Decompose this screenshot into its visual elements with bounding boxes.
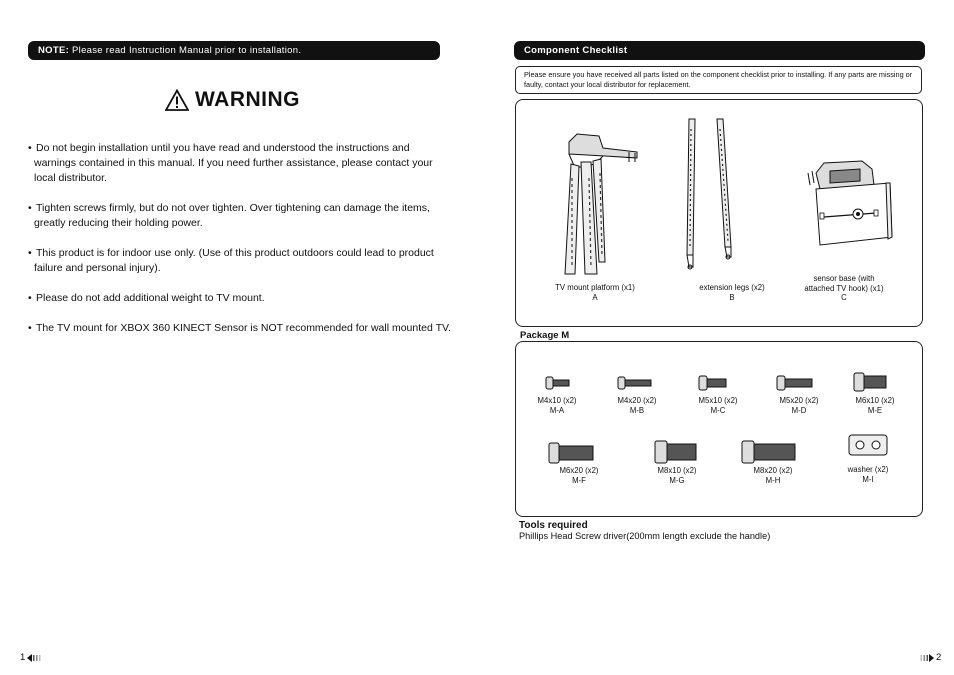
package-panel — [515, 341, 923, 517]
warning-heading — [165, 88, 300, 112]
warning-item: • Tighten screws firmly, but do not over tighten. Over tightening can damage the items, greatly reducing their holding power. — [28, 202, 430, 229]
warning-title: WARNING — [195, 88, 300, 111]
component-caption-a: TV mount platform (x1) A — [555, 283, 635, 302]
note-text: Please read Instruction Manual prior to installation. — [72, 45, 302, 56]
warning-item: • Please do not add additional weight to TV mount. — [28, 292, 265, 304]
warning-item: • The TV mount for XBOX 360 KINECT Sensor is NOT recommended for wall mounted TV. — [28, 322, 451, 334]
sensor-base-icon — [800, 155, 900, 255]
component-caption-b: extension legs (x2) B — [699, 283, 765, 302]
page-number-right: 2 — [920, 652, 941, 663]
checklist-title: Component Checklist — [524, 45, 628, 56]
hardware-caption-mg: M8x10 (x2) M-G — [657, 466, 697, 485]
screw-m6x20-icon — [548, 442, 596, 464]
screw-m5x10-icon — [698, 375, 728, 391]
checklist-note: Please ensure you have received all parts listed on the component checklist prior to installing. If any parts are missing or faulty, contact your local distributor for replacement. — [515, 66, 922, 94]
hardware-caption-mi: washer (x2) M-I — [847, 465, 889, 484]
warning-list — [28, 141, 453, 351]
tools-text: Phillips Head Screw driver(200mm length exclude the handle) — [519, 531, 771, 541]
tools-title: Tools required — [519, 520, 588, 531]
warning-item: • Do not begin installation until you have read and understood the instructions and warnings contained in this manual. If you need further assistance, please contact your local distributor. — [28, 142, 433, 184]
tv-mount-platform-icon — [555, 128, 645, 278]
warning-triangle-icon — [165, 89, 189, 111]
washer-icon — [848, 434, 888, 456]
hardware-caption-ma: M4x10 (x2) M-A — [537, 396, 577, 415]
screw-m8x10-icon — [654, 440, 698, 464]
hardware-caption-mb: M4x20 (x2) M-B — [617, 396, 657, 415]
hardware-caption-mf: M6x20 (x2) M-F — [559, 466, 599, 485]
screw-m6x10-icon — [853, 372, 889, 392]
hardware-caption-md: M5x20 (x2) M-D — [779, 396, 819, 415]
note-bar — [28, 41, 440, 60]
hardware-caption-mc: M5x10 (x2) M-C — [698, 396, 738, 415]
back-arrows-icon — [27, 654, 41, 662]
screw-m4x10-icon — [545, 376, 571, 390]
page-number-left: 1 — [20, 652, 41, 663]
screw-m8x20-icon — [741, 440, 797, 464]
note-label: NOTE: — [38, 45, 70, 56]
extension-legs-icon — [675, 115, 745, 275]
warning-item: • This product is for indoor use only. (Use of this product outdoors could lead to product failure and personal injury). — [28, 247, 434, 274]
checklist-bar — [514, 41, 925, 60]
screw-m5x20-icon — [776, 375, 814, 391]
component-caption-c: sensor base (with attached TV hook) (x1) C — [804, 274, 884, 302]
screw-m4x20-icon — [617, 376, 653, 390]
hardware-caption-me: M6x10 (x2) M-E — [855, 396, 895, 415]
hardware-caption-mh: M8x20 (x2) M-H — [753, 466, 793, 485]
forward-arrows-icon — [920, 654, 934, 662]
package-title: Package M — [520, 330, 570, 341]
